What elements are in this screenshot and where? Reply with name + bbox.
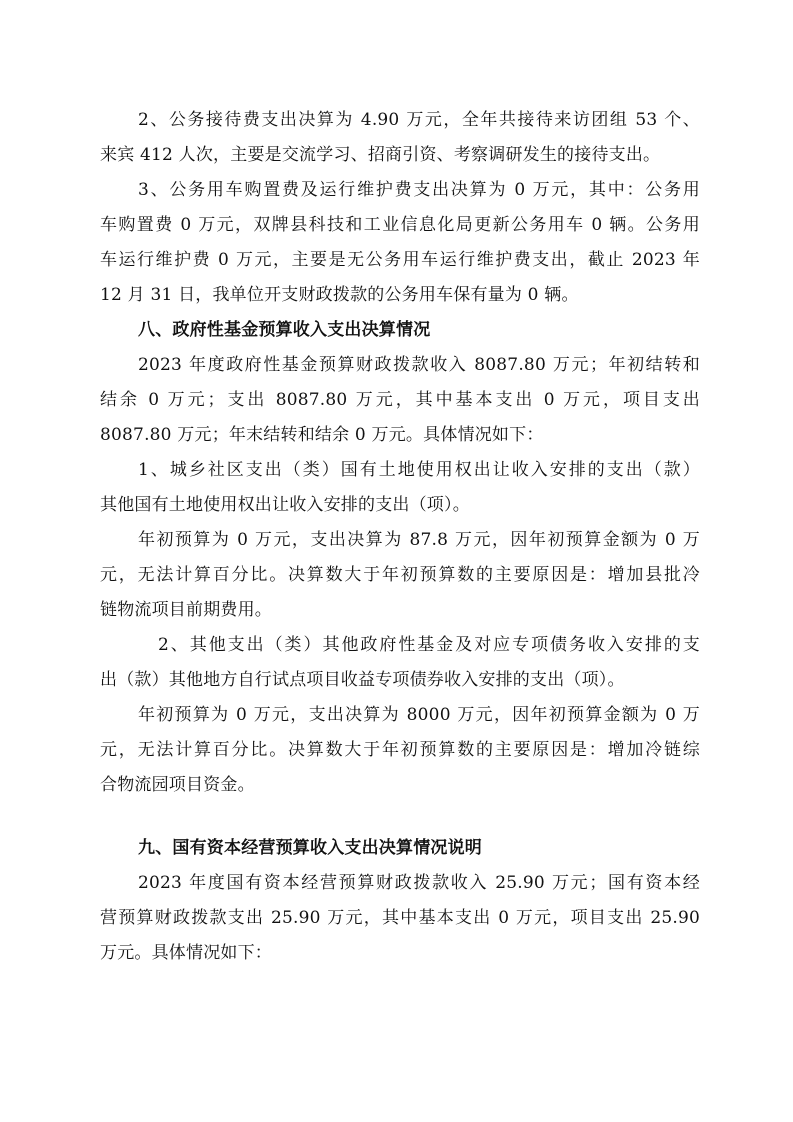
- paragraph-line: 合物流园项目资金。: [100, 775, 255, 795]
- paragraph-line: 出（款）其他地方自行试点项目收益专项债券收入安排的支出（项）。: [100, 670, 625, 690]
- paragraph-line: 元，无法计算百分比。决算数大于年初预算数的主要原因是：增加县批冷: [100, 565, 700, 585]
- paragraph-line: 年初预算为 0 万元，支出决算为 8000 万元，因年初预算金额为 0 万: [138, 705, 700, 725]
- section-heading: 九、国有资本经营预算收入支出决算情况说明: [138, 838, 482, 858]
- paragraph-line: 2、其他支出（类）其他政府性基金及对应专项债务收入安排的支: [158, 635, 700, 655]
- paragraph-line: 车运行维护费 0 万元，主要是无公务用车运行维护费支出，截止 2023 年: [100, 250, 700, 270]
- paragraph-line: 其他国有土地使用权出让收入安排的支出（项）。: [100, 495, 470, 515]
- paragraph-line: 1、城乡社区支出（类）国有土地使用权出让收入安排的支出（款）: [138, 460, 700, 480]
- paragraph-line: 3、公务用车购置费及运行维护费支出决算为 0 万元，其中：公务用: [138, 180, 700, 200]
- paragraph-line: 2、公务接待费支出决算为 4.90 万元，全年共接待来访团组 53 个、: [138, 110, 700, 130]
- paragraph-line: 来宾 412 人次，主要是交流学习、招商引资、考察调研发生的接待支出。: [100, 145, 661, 165]
- paragraph-line: 元，无法计算百分比。决算数大于年初预算数的主要原因是：增加冷链综: [100, 740, 700, 760]
- paragraph-line: 车购置费 0 万元，双牌县科技和工业信息化局更新公务用车 0 辆。公务用: [100, 215, 700, 235]
- paragraph-line: 结余 0 万元；支出 8087.80 万元，其中基本支出 0 万元，项目支出: [100, 390, 700, 410]
- paragraph-line: 12 月 31 日，我单位开支财政拨款的公务用车保有量为 0 辆。: [100, 285, 579, 305]
- paragraph-line: 年初预算为 0 万元，支出决算为 87.8 万元，因年初预算金额为 0 万: [138, 530, 700, 550]
- paragraph-line: 营预算财政拨款支出 25.90 万元，其中基本支出 0 万元，项目支出 25.90: [100, 908, 700, 928]
- paragraph-line: 2023 年度政府性基金预算财政拨款收入 8087.80 万元；年初结转和: [138, 355, 700, 375]
- section-heading: 八、政府性基金预算收入支出决算情况: [138, 320, 431, 340]
- paragraph-line: 8087.80 万元；年末结转和结余 0 万元。具体情况如下：: [100, 425, 544, 445]
- paragraph-line: 链物流项目前期费用。: [100, 600, 272, 620]
- paragraph-line: 2023 年度国有资本经营预算财政拨款收入 25.90 万元；国有资本经: [138, 873, 700, 893]
- paragraph-line: 万元。具体情况如下：: [100, 943, 272, 963]
